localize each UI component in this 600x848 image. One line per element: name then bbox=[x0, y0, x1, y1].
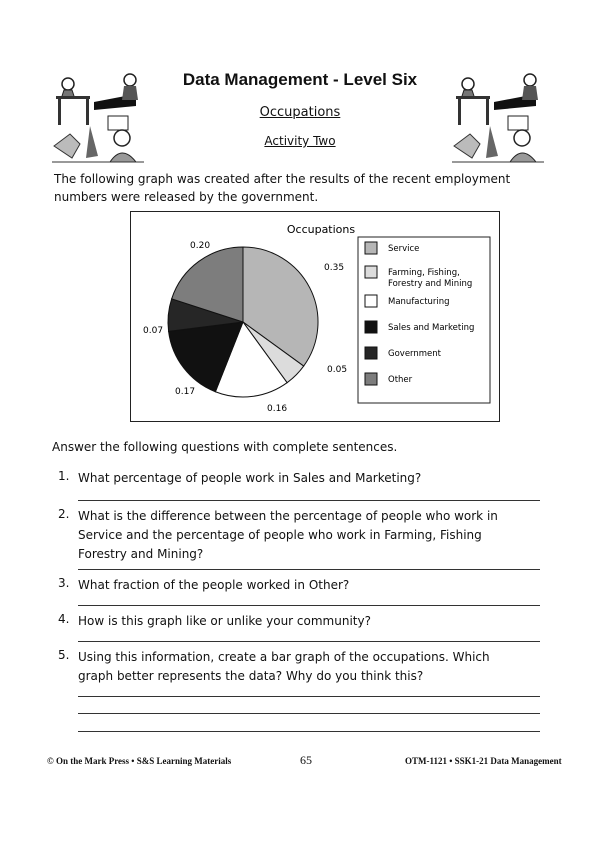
intro-paragraph: The following graph was created after the results of the recent employment numbers were released by the government. bbox=[54, 172, 511, 204]
pie-value-label-2: 0.16 bbox=[267, 404, 288, 414]
pie-value-label-1: 0.05 bbox=[327, 365, 348, 375]
legend-label-6: Other bbox=[388, 375, 413, 385]
question-number: 4. bbox=[58, 612, 70, 626]
question-text bbox=[78, 612, 543, 631]
footer-publisher: © On the Mark Press • S&S Learning Materials bbox=[47, 756, 232, 766]
question-number: 3. bbox=[58, 576, 70, 590]
answer-line[interactable] bbox=[78, 731, 540, 732]
occupations-pie-chart bbox=[131, 212, 499, 421]
activity-label: Activity Two bbox=[264, 134, 336, 148]
question-line: What percentage of people work in Sales and Marketing? bbox=[78, 471, 422, 485]
pie-value-label-5: 0.20 bbox=[190, 241, 211, 251]
question-text bbox=[78, 648, 543, 686]
legend-box bbox=[358, 237, 490, 403]
answer-instructions: Answer the following questions with complete sentences. bbox=[52, 440, 398, 454]
question-number: 1. bbox=[58, 469, 70, 483]
legend-label-0: Service bbox=[388, 244, 420, 254]
page-subtitle: Occupations bbox=[259, 105, 341, 120]
legend-swatch-5 bbox=[365, 373, 377, 385]
pie-chart-frame bbox=[130, 211, 500, 422]
answer-line[interactable] bbox=[78, 569, 540, 570]
question-text bbox=[78, 576, 543, 595]
legend-swatch-0 bbox=[365, 242, 377, 254]
legend-label-1: Farming, Fishing, bbox=[388, 268, 460, 278]
legend-label-3: Manufacturing bbox=[388, 297, 450, 307]
question-text bbox=[78, 469, 543, 488]
question-line: Forestry and Mining? bbox=[78, 547, 204, 561]
question-number: 5. bbox=[58, 648, 70, 662]
question-line: What fraction of the people worked in Other? bbox=[78, 578, 350, 592]
question-line: How is this graph like or unlike your community? bbox=[78, 614, 371, 628]
pie-value-label-0: 0.35 bbox=[324, 263, 345, 273]
legend-swatch-4 bbox=[365, 347, 377, 359]
pie-value-label-3: 0.17 bbox=[175, 387, 196, 397]
chart-title: Occupations bbox=[286, 223, 356, 236]
legend-label-5: Government bbox=[388, 349, 442, 359]
answer-line[interactable] bbox=[78, 696, 540, 697]
question-line: Service and the percentage of people who work in Farming, Fishing bbox=[78, 528, 482, 542]
page-number: 65 bbox=[300, 753, 312, 767]
question-line: What is the difference between the percentage of people who work in bbox=[78, 509, 498, 523]
legend-swatch-3 bbox=[365, 321, 377, 333]
page-title: Data Management - Level Six bbox=[182, 70, 418, 89]
footer-product-code: OTM-1121 • SSK1-21 Data Management bbox=[405, 756, 562, 766]
legend-swatch-1 bbox=[365, 266, 377, 278]
legend-label-2: Forestry and Mining bbox=[388, 279, 473, 289]
answer-line[interactable] bbox=[78, 713, 540, 714]
answer-line[interactable] bbox=[78, 641, 540, 642]
question-number: 2. bbox=[58, 507, 70, 521]
answer-line[interactable] bbox=[78, 605, 540, 606]
question-text bbox=[78, 507, 543, 564]
question-line: graph better represents the data? Why do you think this? bbox=[78, 669, 424, 683]
pie-value-label-4: 0.07 bbox=[143, 326, 164, 336]
question-line: Using this information, create a bar graph of the occupations. Which bbox=[78, 650, 490, 664]
legend-swatch-2 bbox=[365, 295, 377, 307]
legend-label-4: Sales and Marketing bbox=[388, 323, 475, 333]
answer-line[interactable] bbox=[78, 500, 540, 501]
